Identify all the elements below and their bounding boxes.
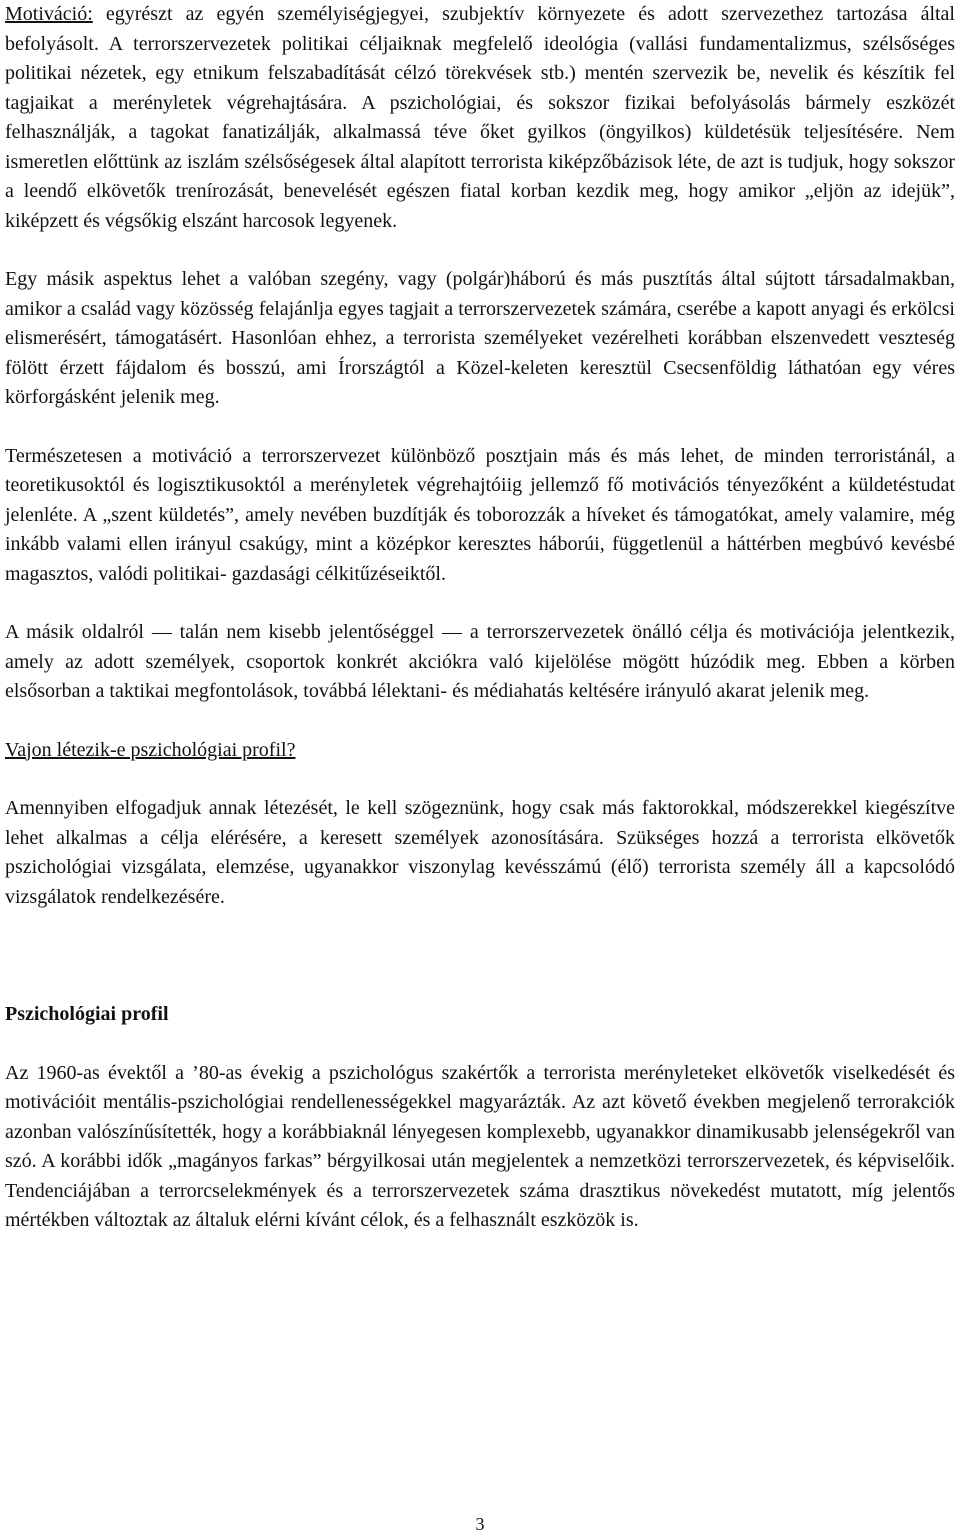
paragraph-organization-goals: A másik oldalról — talán nem kisebb jelentőséggel — a terrorszervezetek önálló célja és motivációja jelentkezik, amely az adott személyek, csoportok konkrét akciókra való kijelölése mögött húzódik meg. Ebben a körben elsősorban a taktikai megfontolások, továbbá lélektani- és médiahatás keltésére irányuló akarat jelenik meg. (5, 621, 955, 702)
paragraph-profile-existence: Amennyiben elfogadjuk annak létezését, le kell szögeznünk, hogy csak más faktorokkal, módszerekkel kiegészítve lehet alkalmas a célja elérésére, a keresett személyek azonosítására. Szükséges hozzá a terrorista elkövetők pszichológiai vizsgálata, elemzése, ugyanakkor viszonylag kevésszámú (élő) terrorista személy áll a kapcsolódó vizsgálatok rendelkezésére. (5, 797, 955, 908)
heading-profile-question: Vajon létezik-e pszichológiai profil? (5, 738, 296, 761)
paragraph-profile-history: Az 1960-as évektől a ’80-as évekig a pszichológus szakértők a terrorista merényleteket elkövetők viselkedését és motivációit mentális-pszichológiai rendellenességekkel magyarázták. Az azt követő években megjelenő terrorakciók azonban valószínűsítették, hogy a korábbiaknál lényegesen komplexebb, ugyanakkor dinamikusabb jelenségekről van szó. A korábbi idők „magányos farkas” bérgyilkosai után megjelentek a nemzetközi terrorszervezetek, és képviselőik. Tendenciájában a terrorcselekmények és a terrorszervezetek száma drasztikus növekedést mutatott, míg jelentős mértékben változtak az általuk elérni kívánt célok, és a felhasznált eszközök is. (5, 1061, 955, 1231)
paragraph-mission: Természetesen a motiváció a terrorszervezet különböző posztjain más és más lehet, de minden terroristánál, a teoretikusoktól és logisztikusoktól a merényletek végrehajtóiig jellemző fő motivációs tényezőként a küldetéstudat jelenléte. A „szent küldetés”, amely nevében buzdítják és toborozzák a híveket és támogatókat, amely valamire, még inkább valami ellen irányul csakúgy, mint a középkor keresztes háborúi, függetlenül a háttérben megbúvó kevésbé magasztos, valódi politikai- gazdasági célkitűzéseiktől. (5, 444, 955, 585)
document-page (5, 0, 955, 1236)
motivation-text: egyrészt az egyén személyiségjegyei, szubjektív környezete és adott szervezethez tartozása által befolyásolt. A terrorszervezetek politikai céljaiknak megfelelő ideológia (vallási fundamentalizmus, szélsőséges politikai nézetek, egy etnikum felszabadítását célzó törekvések stb.) mentén szervezik be, nevelik és készítik fel tagjaikat a merényletek végrehajtására. A pszichológiai, és sokszor fizikai befolyásolás bármely eszközét felhasználják, a tagokat fanatizálják, alkalmassá téve őket gyilkos (öngyilkos) küldetésük teljesítésére. Nem ismeretlen előttünk az iszlám szélsőségesek által alapított terrorista kiképzőbázisok léte, de azt is tudjuk, hogy sokszor a leendő elkövetők trenírozását, benevelését egészen fiatal korban kezdik meg, hogy amikor „eljön az idejük”, kiképzett és végsőkig elszánt harcosok legyenek. (5, 3, 955, 232)
page-number: 3 (475, 1514, 485, 1534)
paragraph-another-aspect: Egy másik aspektus lehet a valóban szegény, vagy (polgár)háború és más pusztítás által sújtott társadalmakban, amikor a család vagy közösség felajánlja egyes tagjait a terrorszervezetek számára, cserébe a kapott anyagi és erkölcsi elismerésért, támogatásért. Hasonlóan ehhez, a terrorista személyeket vezérelheti korábban elszenvedett veszteség fölött érzett fájdalom és bosszú, ami Írországtól a Közel-keleten keresztül Csecsenföldig láthatóan egy véres körforgásként jelenik meg. (5, 268, 955, 408)
paragraph-motivation (5, 0, 955, 236)
motivation-label: Motiváció: (5, 3, 93, 25)
heading-psychological-profile: Pszichológiai profil (5, 1003, 169, 1025)
